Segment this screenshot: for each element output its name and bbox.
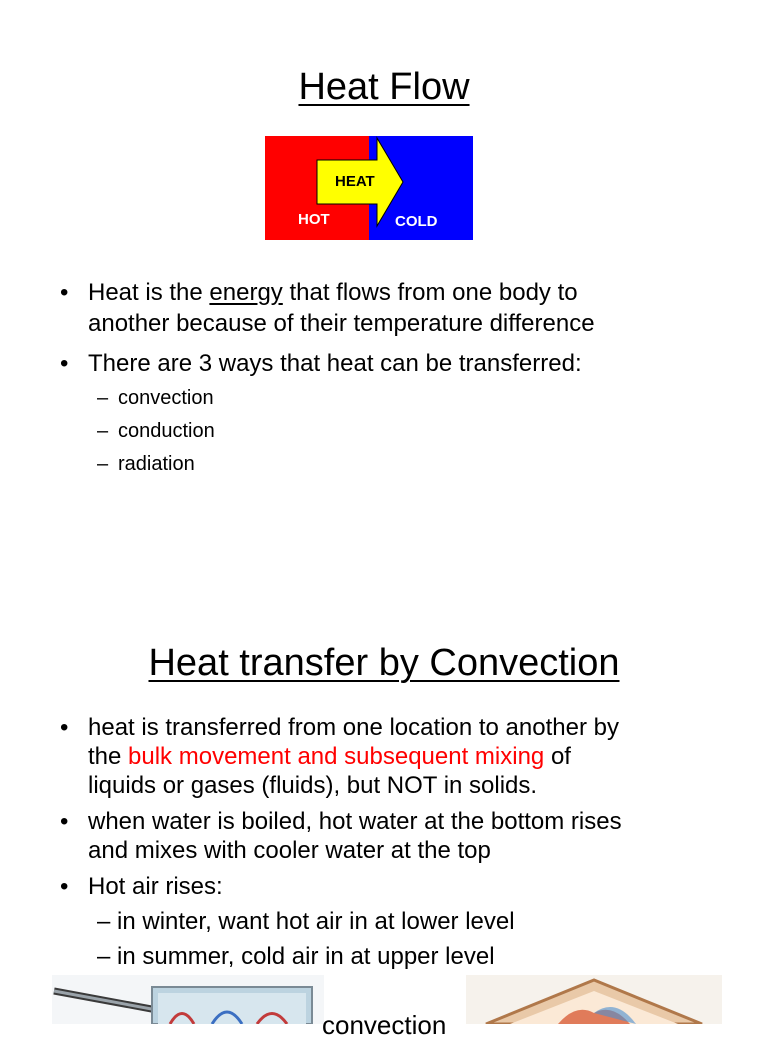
bullet-3-line-2 bbox=[88, 741, 571, 772]
subitem-radiation: radiation bbox=[118, 453, 195, 475]
subitem-text: in winter, want hot air in at lower level bbox=[117, 908, 515, 935]
slide2-title: Heat transfer by Convection bbox=[148, 642, 620, 684]
bullet-text: of bbox=[544, 743, 571, 770]
bullet-marker: • bbox=[60, 714, 69, 741]
bullet-4-line-1: when water is boiled, hot water at the bottom rises bbox=[88, 808, 622, 835]
hot-label: HOT bbox=[298, 211, 330, 228]
bullet-5-text: Hot air rises: bbox=[88, 873, 223, 900]
bullet-text: Heat is the bbox=[88, 279, 210, 306]
bullet-marker: • bbox=[60, 350, 69, 377]
bullet-marker: • bbox=[60, 873, 69, 900]
cold-label: COLD bbox=[395, 213, 438, 230]
boiling-water-image bbox=[52, 975, 324, 1024]
subitem-conduction: conduction bbox=[118, 420, 215, 442]
dash-marker: – bbox=[97, 908, 111, 935]
bullet-1-line-2: another because of their temperature difference bbox=[88, 310, 595, 337]
highlight-text: bulk movement and subsequent mixing bbox=[128, 743, 545, 770]
subitem-text: in summer, cold air in at upper level bbox=[117, 943, 495, 970]
bullet-text: that flows from one body to bbox=[282, 279, 578, 306]
slide1-title: Heat Flow bbox=[298, 66, 470, 108]
cut-caption: convection bbox=[322, 1010, 447, 1040]
energy-term: energy bbox=[209, 279, 283, 306]
dash-marker: – bbox=[97, 420, 109, 442]
heat-label: HEAT bbox=[335, 173, 375, 190]
subitem-convection: convection bbox=[118, 387, 214, 409]
dash-marker: – bbox=[97, 387, 109, 409]
bullet-marker: • bbox=[60, 279, 69, 306]
bullet-4-line-2: and mixes with cooler water at the top bbox=[88, 837, 491, 864]
heat-flow-figure bbox=[265, 136, 473, 240]
subitem-winter bbox=[97, 904, 515, 939]
bullet-1-line-1 bbox=[88, 277, 578, 308]
bullet-text: the bbox=[88, 743, 129, 770]
house-convection-image bbox=[466, 975, 722, 1024]
dash-marker: – bbox=[97, 943, 111, 970]
bullet-3-line-3: liquids or gases (fluids), but NOT in solids. bbox=[88, 772, 538, 799]
subitem-summer bbox=[97, 939, 495, 974]
dash-marker: – bbox=[97, 453, 109, 475]
bullet-3-line-1: heat is transferred from one location to another by bbox=[88, 714, 619, 741]
bullet-2-text: There are 3 ways that heat can be transferred: bbox=[88, 350, 582, 377]
bullet-marker: • bbox=[60, 808, 69, 835]
